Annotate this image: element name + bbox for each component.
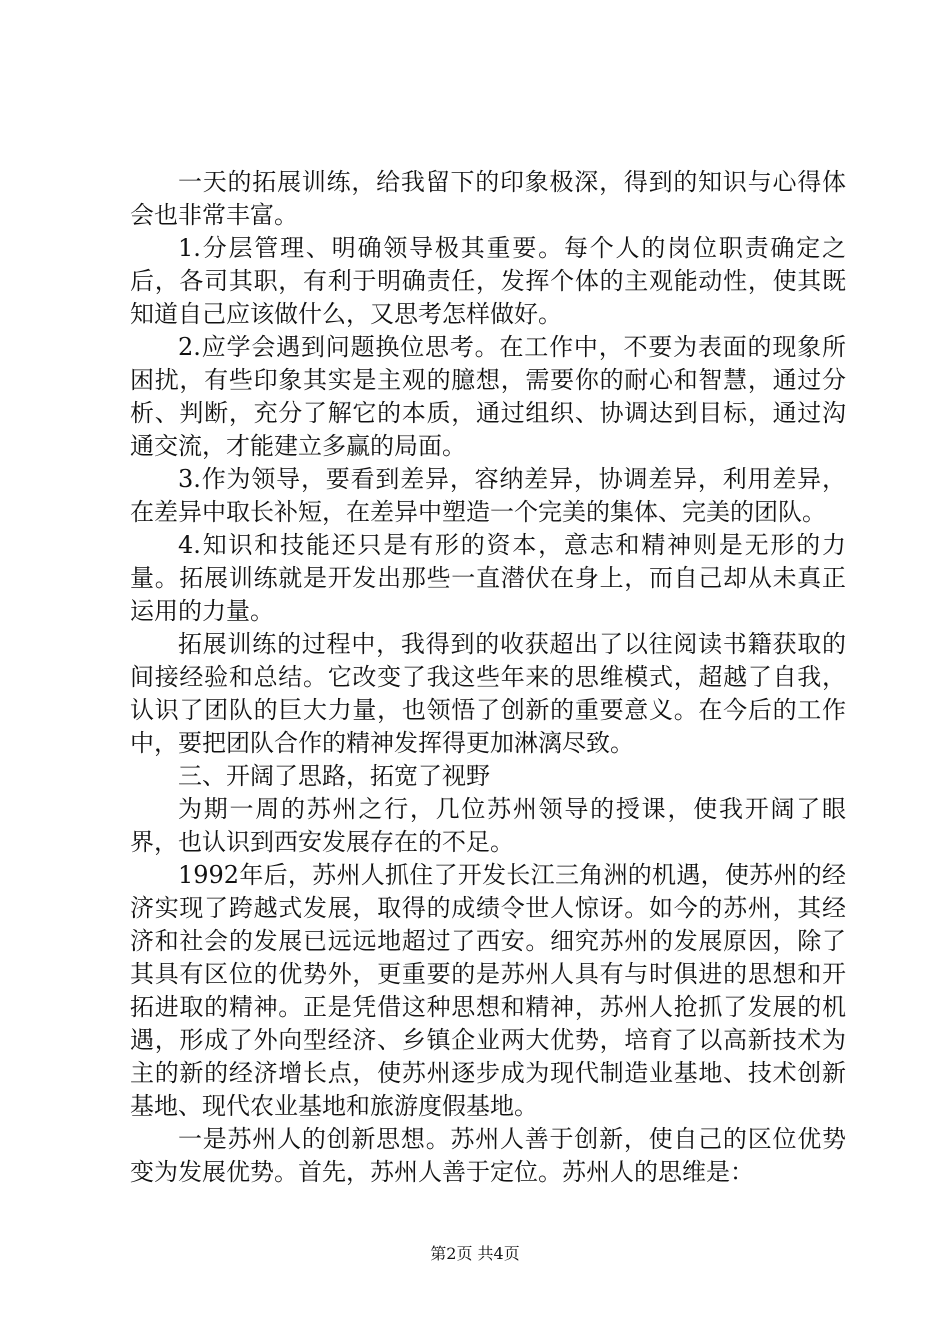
- document-body: [130, 166, 846, 1189]
- paragraph-point-3: 3.作为领导，要看到差异，容纳差异，协调差异，利用差异，在差异中取长补短，在差异中塑造一个完美的集体、完美的团队。: [130, 465, 846, 526]
- paragraph-suzhou-development: 1992年后，苏州人抓住了开发长江三角洲的机遇，使苏州的经济实现了跨越式发展，取得的成绩令世人惊讶。如今的苏州，其经济和社会的发展已远远地超过了西安。细究苏州的发展原因，除了其具有区位的优势外，更重要的是苏州人具有与时俱进的思想和开拓进取的精神。正是凭借这种思想和精神，苏州人抢抓了发展的机遇，形成了外向型经济、乡镇企业两大优势，培育了以高新技术为主的新的经济增长点，使苏州逐步成为现代制造业基地、技术创新基地、现代农业基地和旅游度假基地。: [130, 861, 846, 1120]
- paragraph-suzhou-trip: 为期一周的苏州之行，几位苏州领导的授课，使我开阔了眼界，也认识到西安发展存在的不足。: [130, 795, 846, 856]
- paragraph-summary: 拓展训练的过程中，我得到的收获超出了以往阅读书籍获取的间接经验和总结。它改变了我这些年来的思维模式，超越了自我，认识了团队的巨大力量，也领悟了创新的重要意义。在今后的工作中，要把团队合作的精神发挥得更加淋漓尽致。: [130, 630, 846, 757]
- paragraph-innovation: 一是苏州人的创新思想。苏州人善于创新，使自己的区位优势变为发展优势。首先，苏州人善于定位。苏州人的思维是：: [130, 1125, 846, 1186]
- section-heading-3: 三、开阔了思路，拓宽了视野: [178, 762, 490, 790]
- page-number: 第2页 共4页: [430, 1244, 520, 1263]
- paragraph-point-1: 1.分层管理、明确领导极其重要。每个人的岗位职责确定之后，各司其职，有利于明确责任，发挥个体的主观能动性，使其既知道自己应该做什么，又思考怎样做好。: [130, 234, 846, 328]
- paragraph-point-2: 2.应学会遇到问题换位思考。在工作中，不要为表面的现象所困扰，有些印象其实是主观的臆想，需要你的耐心和智慧，通过分析、判断，充分了解它的本质，通过组织、协调达到目标，通过沟通交流，才能建立多赢的局面。: [130, 333, 846, 460]
- paragraph-intro: 一天的拓展训练，给我留下的印象极深，得到的知识与心得体会也非常丰富。: [130, 168, 846, 229]
- paragraph-point-4: 4.知识和技能还只是有形的资本，意志和精神则是无形的力量。拓展训练就是开发出那些一直潜伏在身上，而自己却从未真正运用的力量。: [130, 531, 846, 625]
